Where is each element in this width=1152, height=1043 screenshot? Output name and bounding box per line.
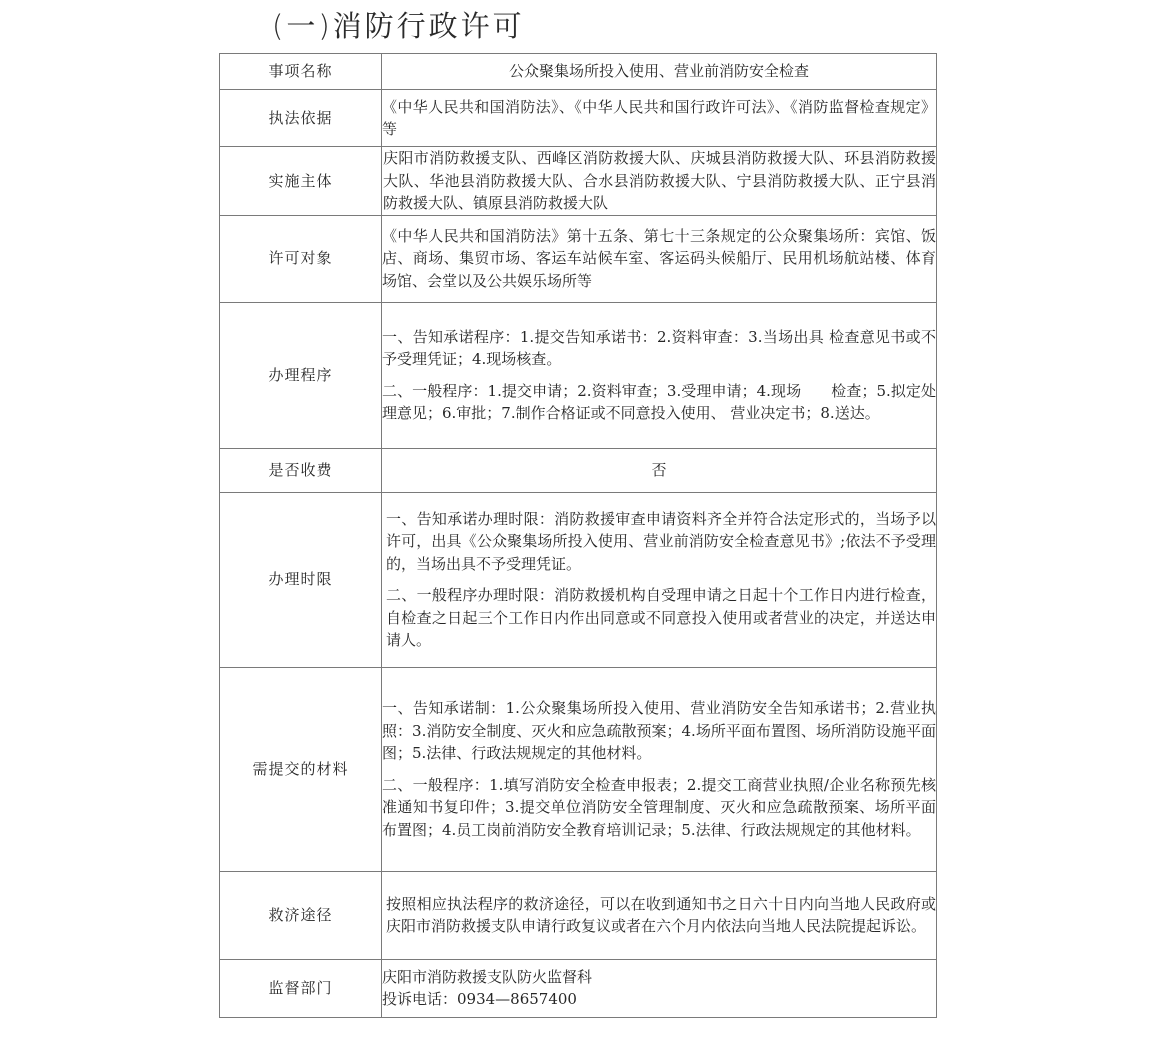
table-row-permit-target bbox=[220, 215, 937, 302]
value-paragraph: 二、一般程序：1.填写消防安全检查申报表；2.提交工商营业执照/企业名称预先核准通知书复印件；3.提交单位消防安全管理制度、灭火和应急疏散预案、场所平面布置图；4.员工岗前消防安全教育培训记录；5.法律、行政法规规定的其他材料。 bbox=[382, 775, 936, 839]
value-paragraph: 二、一般程序办理时限：消防救援机构自受理申请之日起十个工作日内进行检查，自检查之日起三个工作日内作出同意或不同意投入使用或者营业的决定，并送达申请人。 bbox=[386, 586, 936, 649]
value-paragraph: 庆阳市消防救援支队防火监督科 bbox=[382, 967, 593, 986]
table-row-remedy bbox=[220, 871, 937, 959]
row-value bbox=[382, 215, 937, 302]
row-value bbox=[382, 90, 937, 147]
table-row-implementing-body bbox=[220, 147, 937, 216]
value-paragraph: 二、一般程序：1.提交申请；2.资料审查；3.受理申请；4.现场 检查；5.拟定处理意见；6.审批；7.制作合格证或不同意投入使用、 营业决定书；8.送达。 bbox=[382, 381, 936, 422]
value-paragraph: 《中华人民共和国消防法》第十五条、第七十三条规定的公众聚集场所：宾馆、饭店、商场、集贸市场、客运车站候车室、客运码头候船厅、民用机场航站楼、体育场馆、会堂以及公共娱乐场所等 bbox=[382, 226, 936, 290]
value-paragraph: 一、告知承诺办理时限：消防救援审查申请资料齐全并符合法定形式的，当场予以许可，出具《公众聚集场所投入使用、营业前消防安全检查意见书》;依法不予受理的，当场出具不予受理凭证。 bbox=[386, 509, 936, 573]
table-row-legal-basis bbox=[220, 90, 937, 147]
value-paragraph: 一、告知承诺程序：1.提交告知承诺书：2.资料审查：3.当场出具 检查意见书或不予受理凭证；4.现场核查。 bbox=[382, 327, 936, 368]
value-paragraph: 公众聚集场所投入使用、营业前消防安全检查 bbox=[508, 62, 809, 81]
row-value bbox=[382, 448, 937, 492]
table-row-required-materials bbox=[220, 667, 937, 871]
row-label: 事项名称 bbox=[220, 54, 382, 90]
complaint-phone: 投诉电话：0934—8657400 bbox=[382, 990, 577, 1008]
row-value bbox=[382, 492, 937, 667]
row-label: 需提交的材料 bbox=[220, 667, 382, 871]
row-label: 是否收费 bbox=[220, 448, 382, 492]
row-label: 许可对象 bbox=[220, 215, 382, 302]
table-row-fee bbox=[220, 448, 937, 492]
row-label: 救济途径 bbox=[220, 871, 382, 959]
value-paragraph: 《中华人民共和国消防法》、《中华人民共和国行政许可法》、《消防监督检查规定》等 bbox=[382, 97, 936, 138]
row-value bbox=[382, 54, 937, 90]
table-row-item-name bbox=[220, 54, 937, 90]
value-paragraph: 否 bbox=[651, 460, 667, 479]
row-label: 办理程序 bbox=[220, 302, 382, 448]
row-value bbox=[382, 667, 937, 871]
row-label: 实施主体 bbox=[220, 147, 382, 216]
value-paragraph: 按照相应执法程序的救济途径，可以在收到通知书之日六十日内向当地人民政府或庆阳市消防救援支队申请行政复议或者在六个月内依法向当地人民法院提起诉讼。 bbox=[386, 894, 936, 935]
section-title: (一)消防行政许可 bbox=[272, 9, 525, 43]
row-value bbox=[382, 147, 937, 216]
value-paragraph: 庆阳市消防救援支队、西峰区消防救援大队、庆城县消防救援大队、环县消防救援大队、华池县消防救援大队、合水县消防救援大队、宁县消防救援大队、正宁县消防救援大队、镇原县消防救援大队 bbox=[383, 149, 936, 212]
table-row-supervision bbox=[220, 959, 937, 1017]
row-label: 监督部门 bbox=[220, 959, 382, 1017]
row-value bbox=[382, 871, 937, 959]
table-row-procedure bbox=[220, 302, 937, 448]
table-row-time-limit bbox=[220, 492, 937, 667]
row-value bbox=[382, 959, 937, 1017]
row-value bbox=[382, 302, 937, 448]
row-label: 办理时限 bbox=[220, 492, 382, 667]
permit-info-table bbox=[219, 53, 937, 1018]
row-label: 执法依据 bbox=[220, 90, 382, 147]
value-paragraph: 一、告知承诺制：1.公众聚集场所投入使用、营业消防安全告知承诺书；2.营业执照：3.消防安全制度、灭火和应急疏散预案；4.场所平面布置图、场所消防设施平面图；5.法律、行政法规规定的其他材料。 bbox=[382, 699, 936, 762]
